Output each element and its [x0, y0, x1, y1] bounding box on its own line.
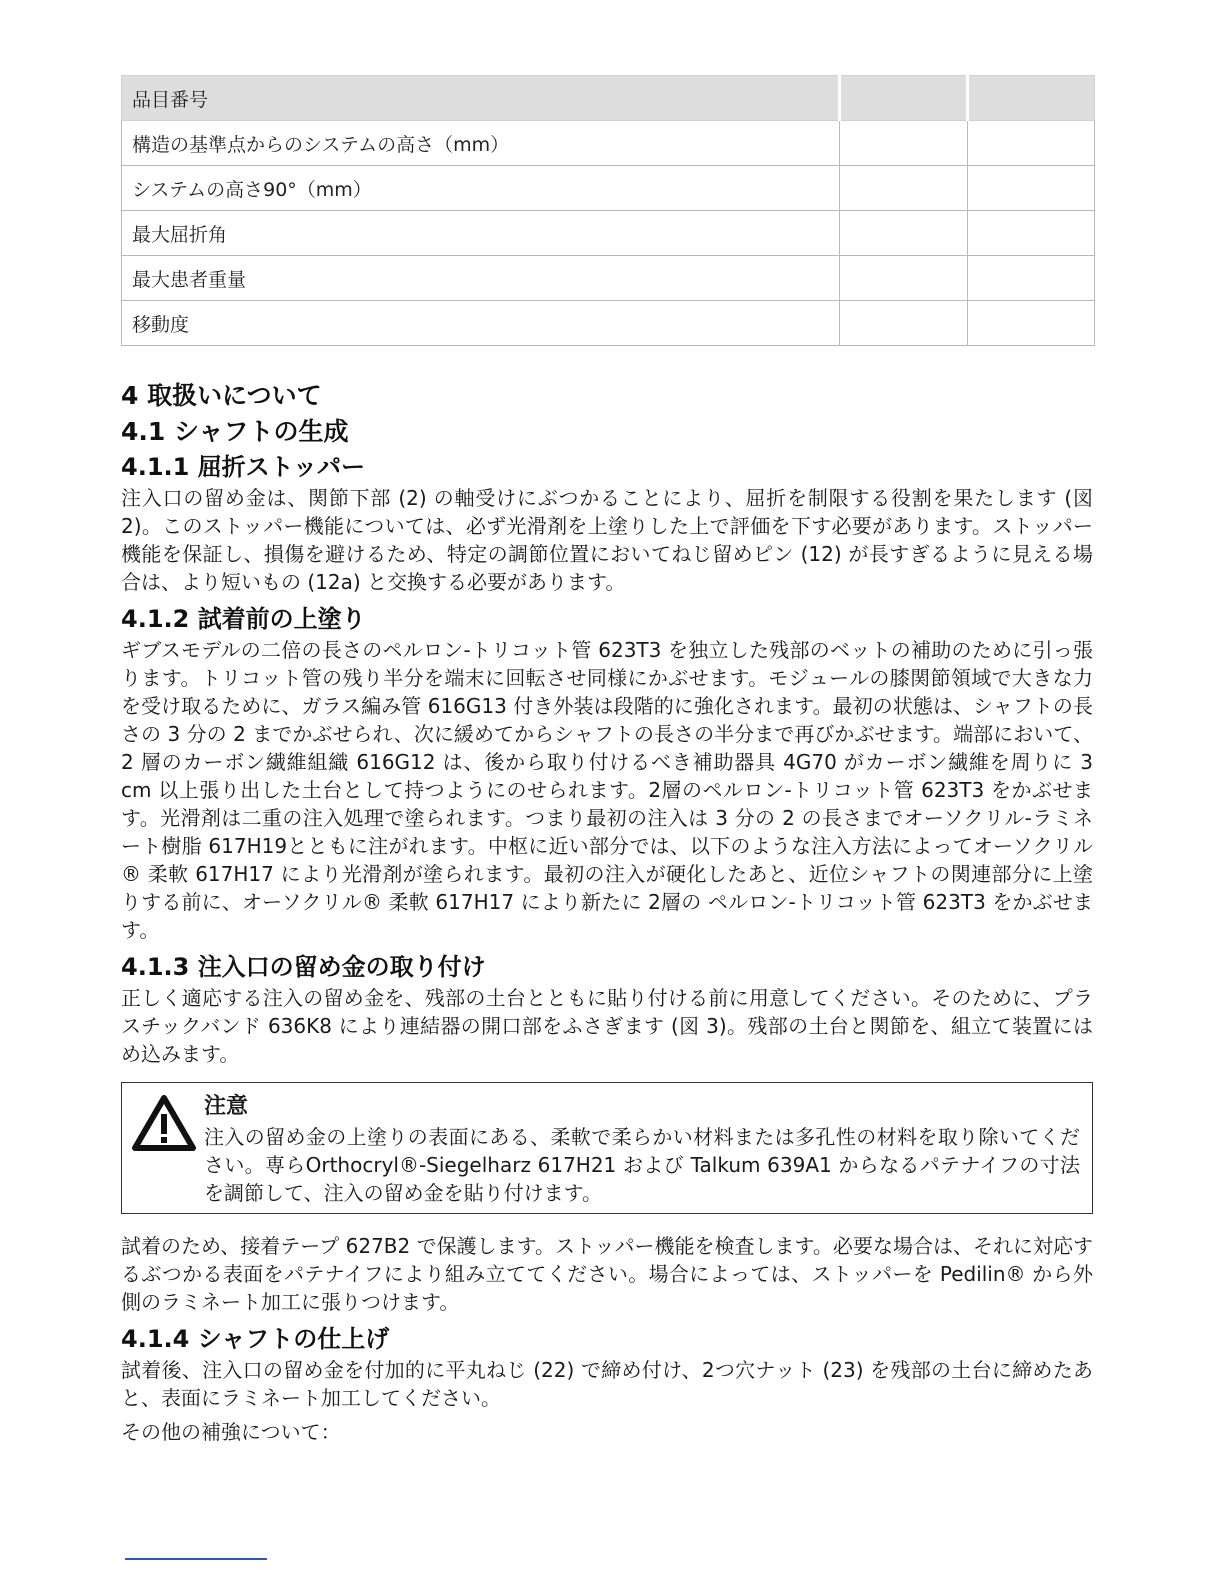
table-cell-value — [968, 166, 1095, 211]
table-cell-value — [968, 256, 1095, 301]
section-4-1-1-heading: 4.1.1 屈折ストッパー — [121, 453, 365, 481]
table-cell-value — [840, 211, 968, 256]
section-4-1-heading: 4.1 シャフトの生成 — [121, 417, 349, 446]
section-4-1-3-heading: 4.1.3 注入口の留め金の取り付け — [121, 953, 486, 981]
table-cell-value — [968, 211, 1095, 256]
section-4-1-3-paragraph: 正しく適応する注入の留め金を、残部の土台とともに貼り付ける前に用意してください。そのために、プラスチックバンド 636K8 により連結器の開口部をふさぎます (図 3)。残部の土台と関節を、組立て装置にはめ込みます。 — [121, 986, 1093, 1066]
table-header-row — [122, 76, 1095, 121]
caution-title: 注意 — [204, 1094, 249, 1119]
section-4-1-1-paragraph: 注入口の留め金は、関節下部 (2) の軸受けにぶつかることにより、屈折を制限する役割を果たします (図2)。このストッパー機能については、必ず光滑剤を上塗りした上で評価を下す必要があります。ストッパー機能を保証し、損傷を避けるため、特定の調節位置においてねじ留めピン (12) が長すぎるように見える場合は、より短いもの (12a) と交換する必要があります。 — [121, 486, 1093, 594]
warning-triangle-icon — [132, 1095, 196, 1151]
section-4-1-4-more: その他の補強について： — [121, 1420, 341, 1444]
table-row — [122, 256, 1095, 301]
table-cell-value — [968, 121, 1095, 166]
caution-text: 注入の留め金の上塗りの表面にある、柔軟で柔らかい材料または多孔性の材料を取り除いてください。専らOrthocryl®-Siegelharz 617H21 および Talkum 639A1 からなるパテナイフの寸法を調節して、注入の留め金を貼り付けます。 — [204, 1125, 1080, 1205]
table-cell-value — [968, 76, 1095, 121]
section-4-1-2-paragraph: ギブスモデルの二倍の長さのペルロン-トリコット管 623T3 を独立した残部のベットの補助のために引っ張ります。トリコット管の残り半分を端末に回転させ同様にかぶせます。モジュールの膝関節領域で大きな力を受け取るために、ガラス編み管 616G13 付き外装は段階的に強化されます。最初の状態は、シャフトの長さの 3 分の 2 までかぶせられ、次に緩めてからシャフトの長さの半分まで再びかぶせます。端部において、2 層のカーボン繊維組織 616G12 は、後から取り付けるべき補助器具 4G70 がカーボン繊維を周りに 3 cm 以上張り出した土台として持つようにのせられます。2層のペルロン-トリコット管 623T3 をかぶせます。光滑剤は二重の注入処理で塗られます。つまり最初の注入は 3 分の 2 の長さまでオーソクリル-ラミネート樹脂 617H19とともに注がれます。中枢に近い部分では、以下のような注入方法によってオーソクリル® 柔軟 617H17 により光滑剤が塗られます。最初の注入が硬化したあと、近位シャフトの関連部分に上塗りする前に、オーソクリル® 柔軟 617H17 により新たに 2層の ペルロン-トリコット管 623T3 をかぶせます。 — [121, 638, 1093, 942]
table-cell-value — [840, 121, 968, 166]
table-cell-label: 品目番号 — [122, 76, 840, 121]
table-row — [122, 166, 1095, 211]
table-cell-value — [840, 256, 968, 301]
section-4-1-4-paragraph: 試着後、注入口の留め金を付加的に平丸ねじ (22) で締め付け、2つ穴ナット (23) を残部の土台に締めたあと、表面にラミネート加工してください。 — [121, 1358, 1093, 1410]
specification-table — [121, 75, 1095, 346]
table-cell-value — [968, 301, 1095, 346]
footer-divider — [125, 1558, 267, 1560]
document-body — [121, 378, 1093, 1452]
table-row — [122, 121, 1095, 166]
table-cell-value — [840, 76, 968, 121]
section-4-1-3-after-paragraph: 試着のため、接着テープ 627B2 で保護します。ストッパー機能を検査します。必要な場合は、それに対応するぶつかる表面をパテナイフにより組み立ててください。場合によっては、ストッパーを Pedilin® から外側のラミネート加工に張りつけます。 — [121, 1234, 1093, 1314]
table-cell-label: 移動度 — [122, 301, 840, 346]
table-cell-label: 最大屈折角 — [122, 211, 840, 256]
table-cell-value — [840, 301, 968, 346]
caution-box — [121, 1082, 1093, 1214]
table-cell-label: システムの高さ90°（mm） — [122, 166, 840, 211]
section-4-1-2-heading: 4.1.2 試着前の上塗り — [121, 605, 366, 633]
section-4-heading: 4 取扱いについて — [121, 381, 322, 410]
table-row — [122, 211, 1095, 256]
table-cell-label: 最大患者重量 — [122, 256, 840, 301]
table-cell-label: 構造の基準点からのシステムの高さ（mm） — [122, 121, 840, 166]
table-cell-value — [840, 166, 968, 211]
table-row — [122, 301, 1095, 346]
section-4-1-4-heading: 4.1.4 シャフトの仕上げ — [121, 1325, 390, 1353]
